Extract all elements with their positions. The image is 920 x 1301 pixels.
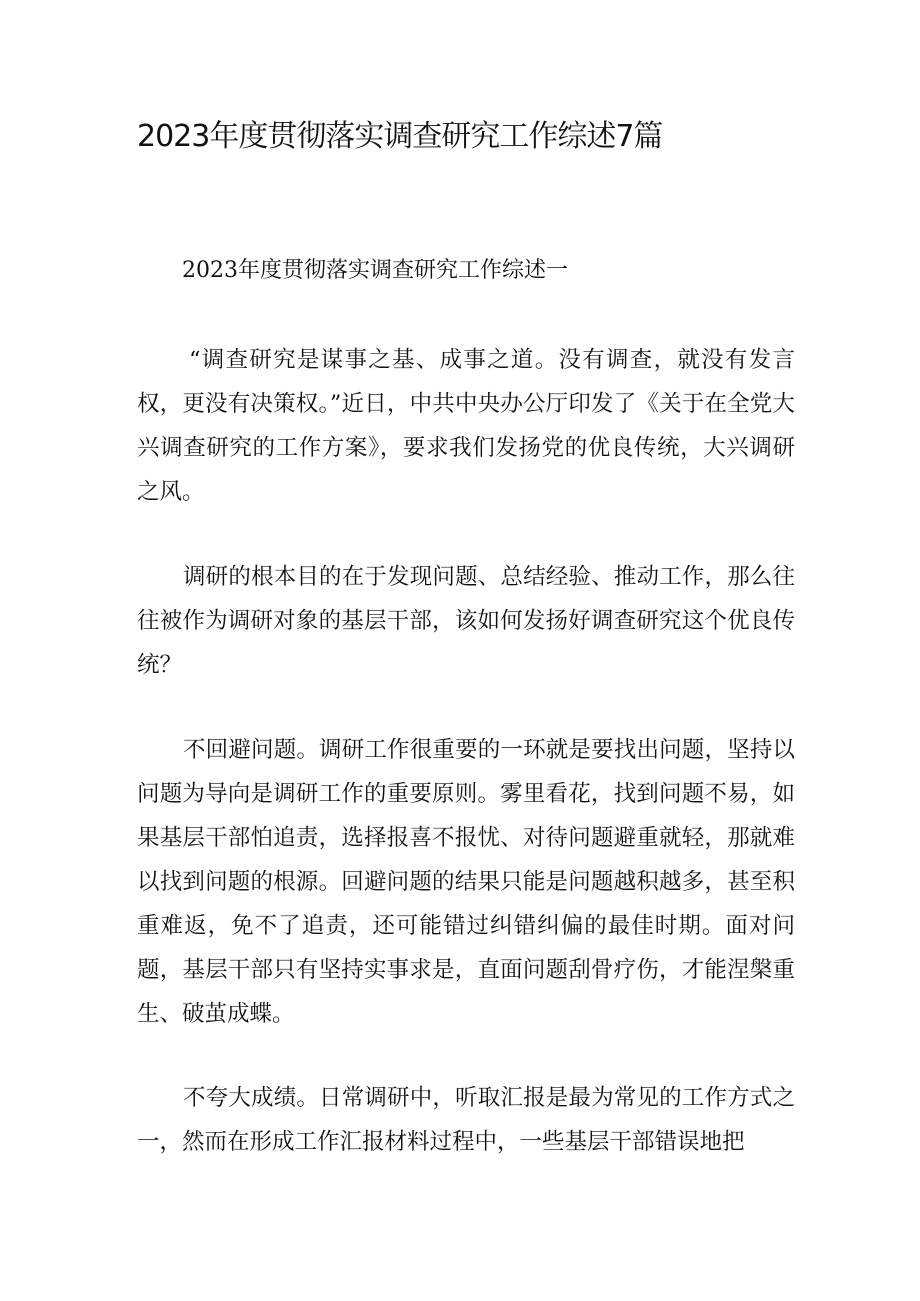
paragraph-quote: “调查研究是谋事之基、成事之道。没有调查，就没有发言权，更没有决策权。”近日，中共中央办公厅印发了《关于在全党大兴调查研究的工作方案》，要求我们发扬党的优良传统，大兴调研之风。	[137, 347, 795, 505]
document-title: 2023年度贯彻落实调查研究工作综述7篇	[137, 119, 663, 154]
paragraph-purpose: 调研的根本目的在于发现问题、总结经验、推动工作，那么往往被作为调研对象的基层干部，该如何发扬好调查研究这个优良传统？	[137, 564, 795, 678]
paragraph-no-exaggerate: 不夸大成绩。日常调研中，听取汇报是最为常见的工作方式之一，然而在形成工作汇报材料过程中，一些基层干部错误地把	[137, 1085, 795, 1155]
section-heading: 2023年度贯彻落实调查研究工作综述一	[182, 258, 568, 283]
paragraph-no-avoid-problems: 不回避问题。调研工作很重要的一环就是要找出问题，坚持以问题为导向是调研工作的重要原则。雾里看花，找到问题不易，如果基层干部怕追责，选择报喜不报忧、对待问题避重就轻，那就难以找到问题的根源。回避问题的结果只能是问题越积越多，甚至积重难返，免不了追责，还可能错过纠错纠偏的最佳时期。面对问题，基层干部只有坚持实事求是，直面问题刮骨疗伤，才能涅槃重生、破茧成蝶。	[137, 737, 795, 1027]
